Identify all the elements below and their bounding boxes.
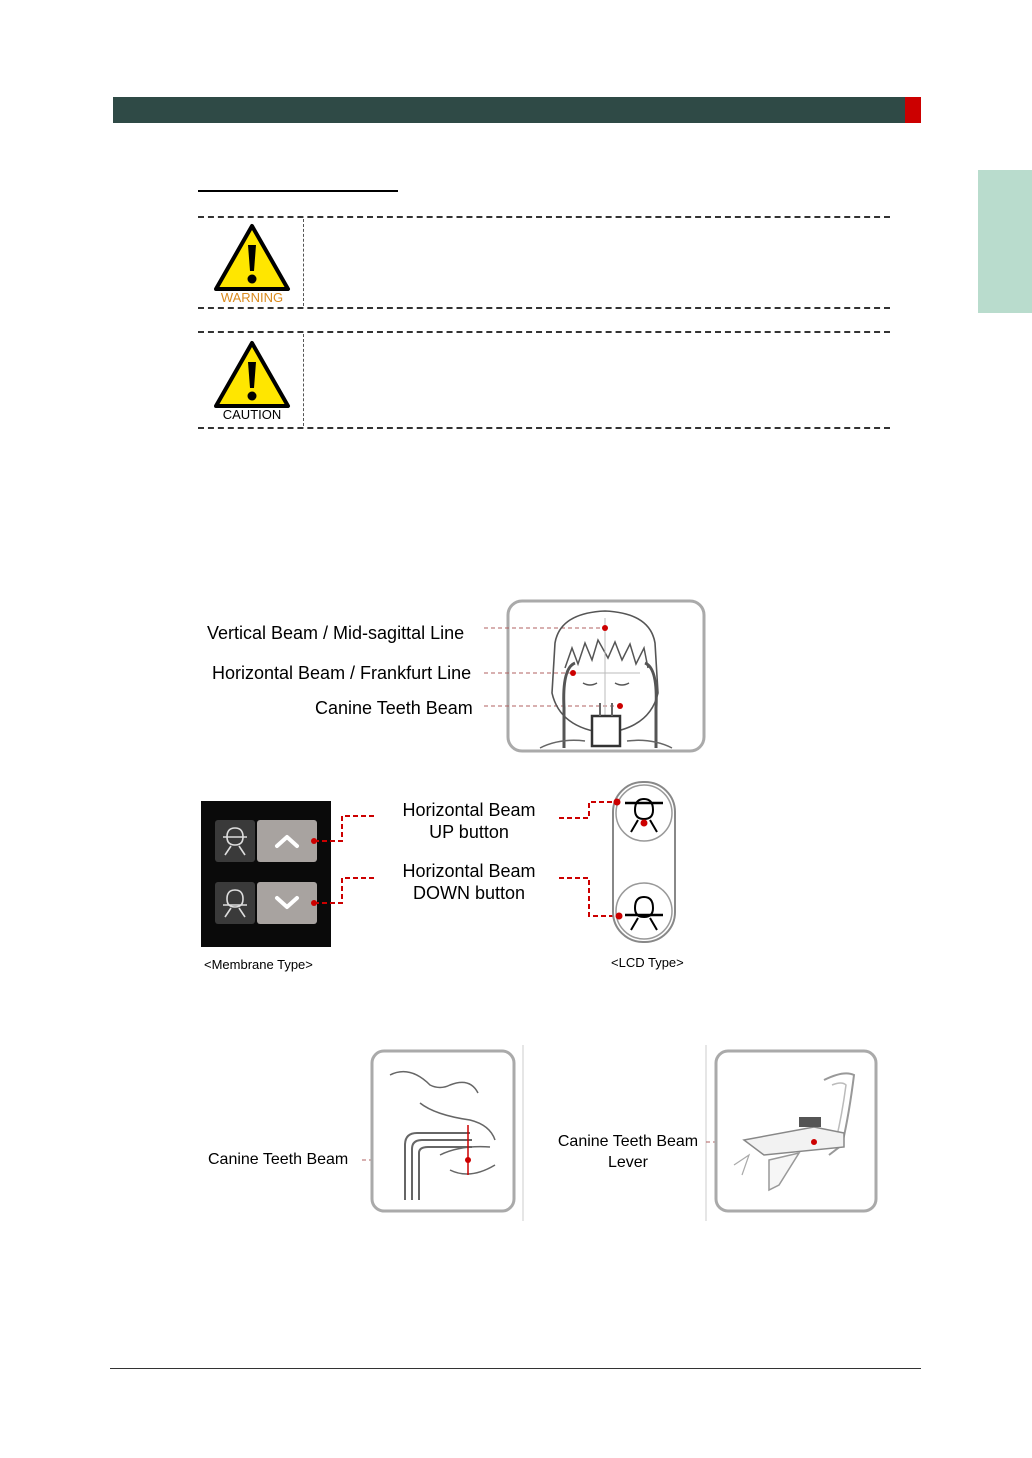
vertical-beam-label: Vertical Beam / Mid-sagittal Line — [207, 623, 465, 643]
lcd-caption: <LCD Type> — [611, 955, 684, 970]
down-label-line1: Horizontal Beam — [402, 861, 536, 881]
header-accent — [905, 97, 921, 123]
membrane-callout-lines — [310, 810, 390, 910]
caution-icon — [213, 340, 291, 410]
warning-bottom-border — [198, 307, 890, 309]
warning-divider — [303, 219, 304, 306]
header-bar — [113, 97, 921, 123]
section-title-underline — [198, 190, 398, 192]
caution-divider — [303, 334, 304, 426]
beam-lever-illustration — [704, 1045, 884, 1223]
membrane-caption: <Membrane Type> — [204, 957, 313, 972]
down-label-line2: DOWN button — [412, 883, 526, 903]
caution-label: CAUTION — [222, 407, 282, 422]
horizontal-beam-label: Horizontal Beam / Frankfurt Line — [212, 663, 472, 683]
chapter-side-tab — [978, 170, 1032, 313]
lever-label-line2: Lever — [607, 1154, 649, 1171]
face-beam-illustration — [480, 598, 710, 756]
fig3-canine-beam-label: Canine Teeth Beam — [208, 1151, 349, 1168]
caution-bottom-border — [198, 427, 890, 429]
lcd-panel — [555, 780, 680, 945]
canine-beam-label: Canine Teeth Beam — [315, 698, 473, 718]
side-profile-illustration — [360, 1045, 530, 1223]
warning-label: WARNING — [220, 290, 284, 305]
warning-top-border — [198, 216, 890, 218]
lever-label-line1: Canine Teeth Beam — [557, 1133, 699, 1150]
up-label-line1: Horizontal Beam — [402, 800, 536, 820]
caution-top-border — [198, 331, 890, 333]
footer-rule — [110, 1368, 921, 1369]
up-label-line2: UP button — [429, 822, 509, 842]
warning-icon — [213, 223, 291, 293]
